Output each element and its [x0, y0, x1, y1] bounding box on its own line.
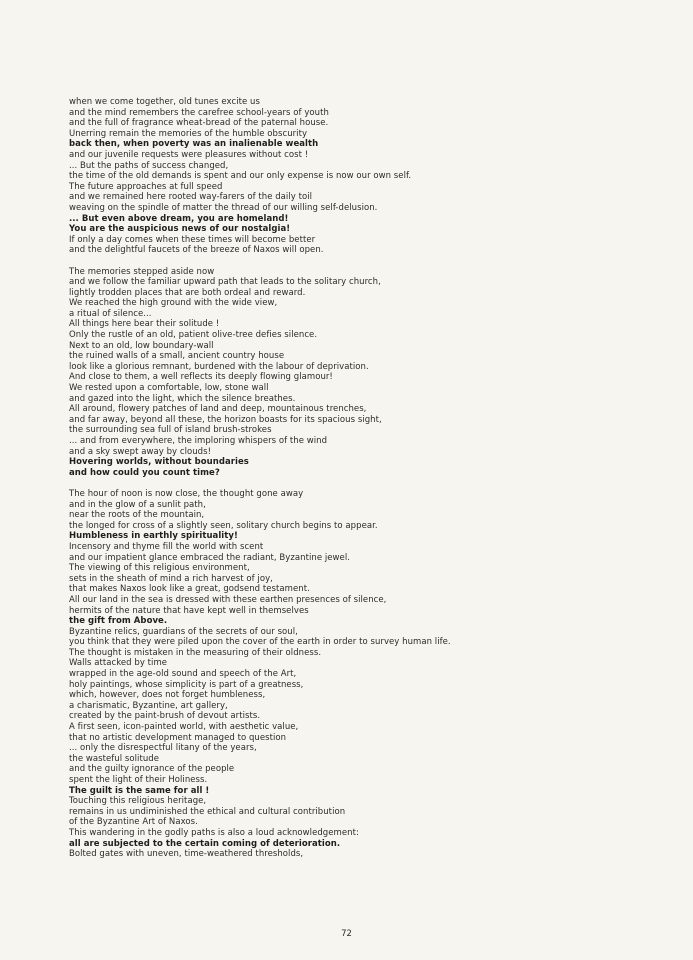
poem-line: and in the glow of a sunlit path,: [69, 499, 206, 510]
poem-line: Bolted gates with uneven, time-weathered thresholds,: [69, 849, 304, 860]
poem-line: the wasteful solitude: [69, 753, 159, 764]
poem-line: hermits of the nature that have kept well in themselves: [69, 605, 309, 616]
poem-line: The future approaches at full speed: [69, 181, 223, 192]
poem-line: and the full of fragrance wheat-bread of the paternal house.: [69, 118, 329, 129]
poem-line: ... But even above dream, you are homeland!: [69, 213, 289, 224]
poem-line: created by the paint-brush of devout artists.: [69, 711, 261, 722]
poem-line: ... only the disrespectful litany of the years,: [69, 743, 257, 754]
poem-line: and the guilty ignorance of the people: [69, 764, 235, 775]
poem-line: All our land in the sea is dressed with these earthen presences of silence,: [69, 594, 387, 605]
poem-line: We rested upon a comfortable, low, stone wall: [69, 383, 269, 394]
poem-line: Walls attacked by time: [69, 658, 168, 669]
poem-line: a charismatic, Byzantine, art gallery,: [69, 700, 228, 711]
poem-line: spent the light of their Holiness.: [69, 775, 208, 785]
poem-line: And close to them, a well reflects its deeply flowing glamour!: [69, 372, 333, 383]
poem-line: near the roots of the mountain,: [69, 510, 205, 521]
poem-line: This wandering in the godly paths is also a loud acknowledgement:: [69, 827, 359, 838]
poem-line: when we come together, old tunes excite us: [69, 97, 260, 107]
poem-line: and our impatient glance embraced the radiant, Byzantine jewel.: [69, 552, 350, 563]
poem-line: look like a glorious remnant, burdened with the labour of deprivation.: [69, 361, 369, 372]
poem-line: and we follow the familiar upward path that leads to the solitary church,: [69, 277, 381, 288]
poem-line: Only the rustle of an old, patient olive-tree defies silence.: [69, 330, 318, 341]
poem-line: the gift from Above.: [69, 616, 168, 627]
poem-line: All things here bear their solitude !: [69, 319, 220, 330]
page-number: 72: [341, 929, 352, 939]
poem-line: and a sky swept away by clouds!: [69, 446, 212, 457]
poem-line: The hour of noon is now close, the thought gone away: [69, 488, 304, 499]
poem-line: The memories stepped aside now: [69, 266, 215, 277]
poem-line: and gazed into the light, which the silence breathes.: [69, 393, 296, 404]
poem-line: a ritual of silence...: [69, 308, 152, 319]
poem-line: the surrounding sea full of island brush-strokes: [69, 425, 272, 436]
poem-line: that makes Naxos look like a great, godsend testament.: [69, 584, 310, 595]
poem-line: You are the auspicious news of our nostalgia!: [69, 224, 291, 235]
poem-line: the ruined walls of a small, ancient country house: [69, 351, 285, 362]
poem-line: you think that they were piled upon the cover of the earth in order to survey human life.: [69, 637, 451, 648]
poem-line: Incensory and thyme fill the world with scent: [69, 541, 264, 552]
poem-line: ... and from everywhere, the imploring whispers of the wind: [69, 436, 328, 446]
poem-line: If only a day comes when these times will become better: [69, 234, 316, 245]
poem-line: and we remained here rooted way-farers of the daily toil: [69, 192, 313, 203]
poem-line: and the delightful faucets of the breeze of Naxos will open.: [69, 245, 324, 256]
poem-line: All around, flowery patches of land and deep, mountainous trenches,: [69, 404, 367, 415]
poem-line: and how could you count time?: [69, 467, 220, 478]
poem-line: holy paintings, whose simplicity is part of a greatness,: [69, 679, 304, 690]
poem-line: The viewing of this religious environment,: [69, 563, 250, 574]
poem-line: Byzantine relics, guardians of the secrets of our soul,: [69, 626, 298, 637]
poem-line: ... But the paths of success changed,: [69, 160, 229, 171]
poem-line: and the mind remembers the carefree school-years of youth: [69, 107, 329, 118]
poem-line: the longed for cross of a slightly seen, solitary church begins to appear.: [69, 520, 378, 531]
poem-line: A first seen, icon-painted world, with aesthetic value,: [69, 722, 299, 733]
poem-line: sets in the sheath of mind a rich harvest of joy,: [69, 573, 273, 584]
poem-line: Hovering worlds, without boundaries: [69, 457, 249, 468]
poem-line: the time of the old demands is spent and our only expense is now our own self.: [69, 171, 412, 182]
poem-line: that no artistic development managed to question: [69, 732, 287, 743]
poem-line: Humbleness in earthly spirituality!: [69, 531, 238, 542]
poem-line: Next to an old, low boundary-wall: [69, 340, 214, 351]
poem-line: and far away, beyond all these, the horizon boasts for its spacious sight,: [69, 414, 382, 425]
poem-line: wrapped in the age-old sound and speech of the Art,: [69, 669, 297, 680]
poem-line: lightly trodden places that are both ordeal and reward.: [69, 287, 306, 298]
poem-line: which, however, does not forget humbleness,: [69, 690, 266, 701]
poem-body: [69, 97, 669, 860]
poem-line: remains in us undiminished the ethical and cultural contribution: [69, 806, 346, 817]
poem-line: back then, when poverty was an inalienable wealth: [69, 139, 319, 150]
poem-line: The thought is mistaken in the measuring of their oldness.: [69, 647, 322, 658]
poem-line: weaving on the spindle of matter the thread of our willing self-delusion.: [69, 202, 378, 213]
poem-line: and our juvenile requests were pleasures without cost !: [69, 149, 309, 160]
poem-line: Touching this religious heritage,: [69, 796, 207, 807]
poem-line: all are subjected to the certain coming of deterioration.: [69, 838, 341, 849]
poem-line: The guilt is the same for all !: [69, 785, 210, 796]
poem-line: of the Byzantine Art of Naxos.: [69, 817, 198, 828]
poem-line: We reached the high ground with the wide view,: [69, 298, 278, 309]
poem-line: Unerring remain the memories of the humble obscurity: [69, 128, 308, 139]
stanza-break: [69, 256, 669, 267]
stanza-break: [69, 478, 669, 489]
